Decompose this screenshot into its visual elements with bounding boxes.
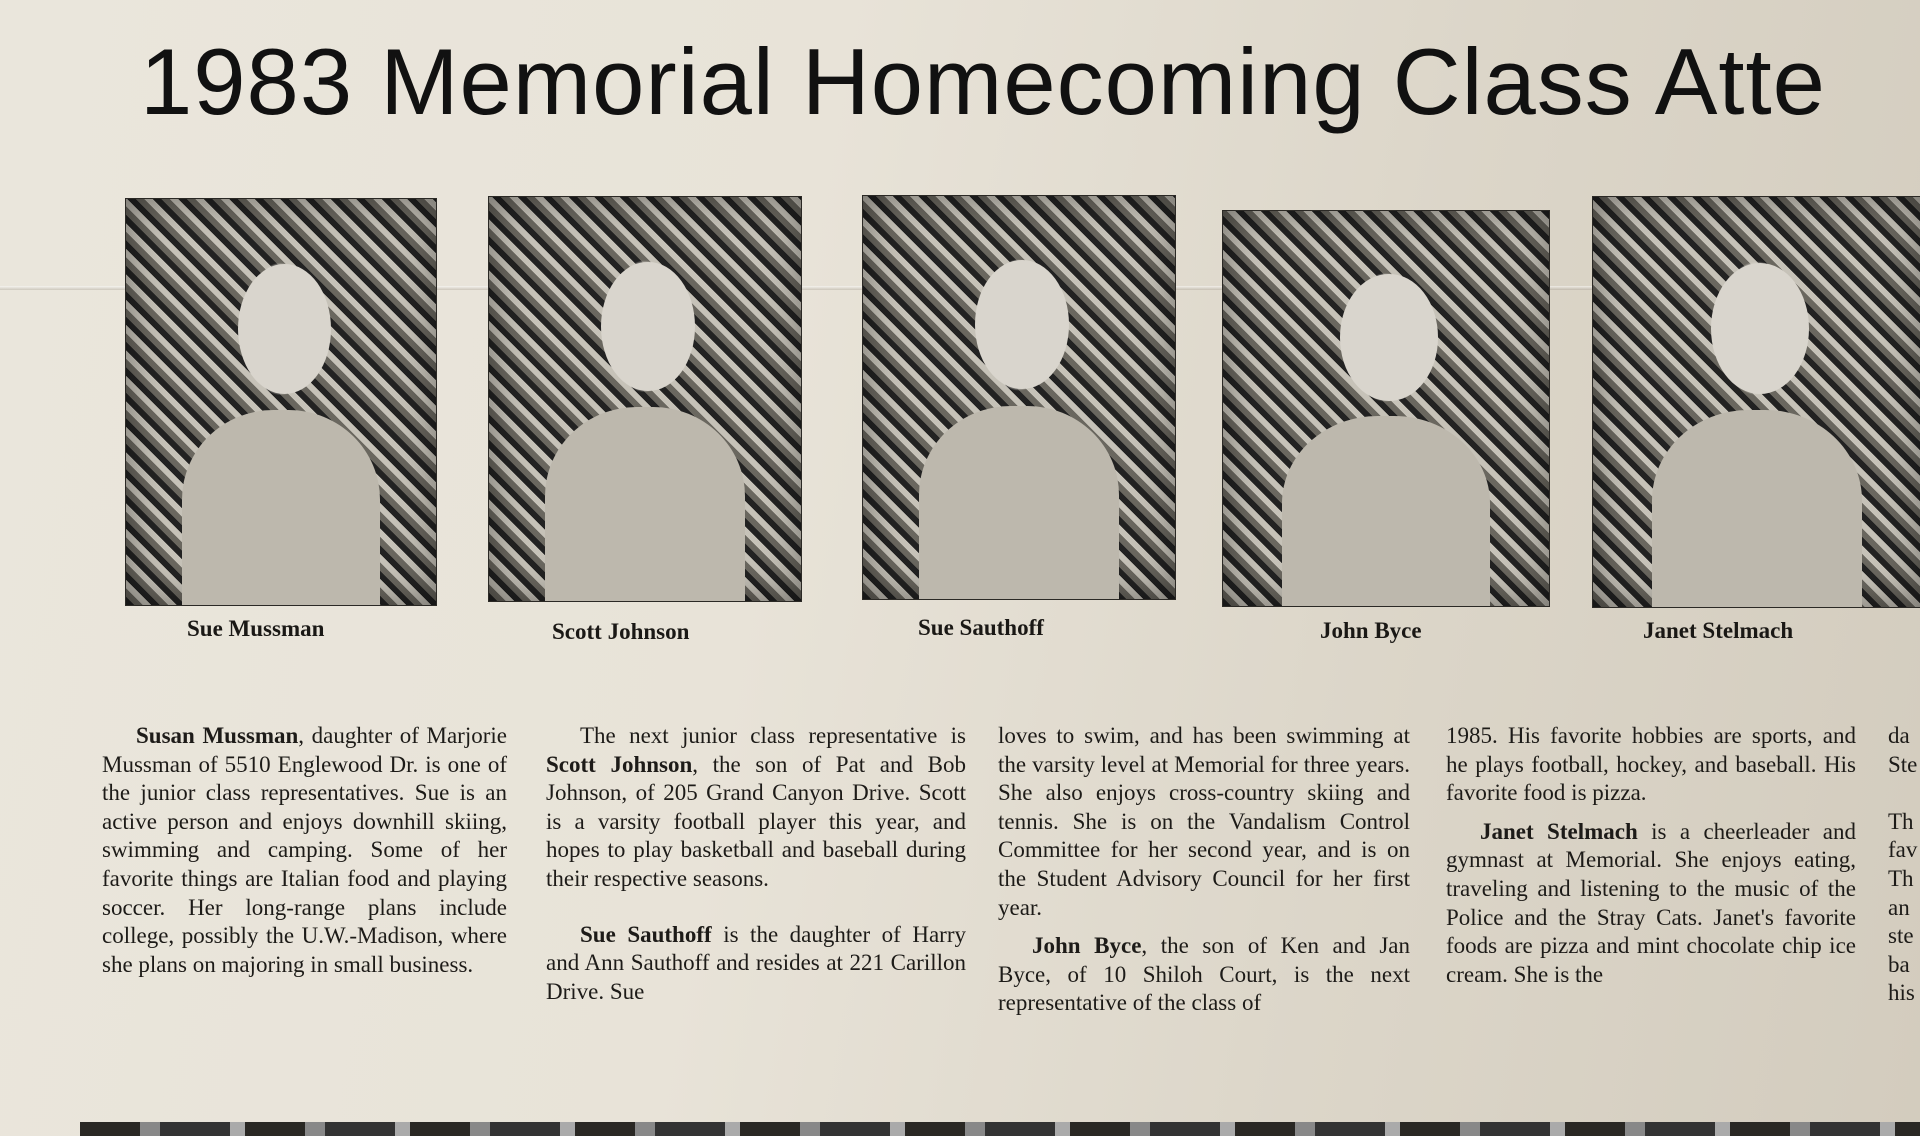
portrait-head xyxy=(1340,274,1438,400)
caption-sue-sauthoff: Sue Sauthoff xyxy=(918,615,1044,640)
caption-scott-johnson: Scott Johnson xyxy=(552,619,690,644)
paragraph-text: is a cheerleader and gymnast at Memorial. She enjoys eating, traveling and listening to the music of the Police and the Stray Cats. Janet's favorite foods are pizza and mint chocolate chip ice cream. She is the xyxy=(1446,818,1856,987)
text-fragment: his xyxy=(1888,980,1915,1006)
paragraph xyxy=(998,932,1410,1018)
portrait-body xyxy=(1652,410,1862,607)
article-column-3 xyxy=(998,722,1410,1018)
text-fragment: Th xyxy=(1888,808,1914,834)
paragraph xyxy=(1446,818,1856,990)
portrait-head xyxy=(238,264,331,394)
text-fragment: ba xyxy=(1888,951,1910,977)
photo-john-byce xyxy=(1222,210,1550,607)
next-row-photos-edge xyxy=(80,1122,1920,1136)
portrait-body xyxy=(545,407,745,601)
headline: 1983 Memorial Homecoming Class Atte xyxy=(140,29,1826,134)
portrait-head xyxy=(975,260,1069,389)
photo-janet-stelmach xyxy=(1592,196,1920,608)
article-column-2 xyxy=(546,722,966,1006)
paragraph-text: , the son of Ken and Jan Byce, of 10 Shiloh Court, is the next representative of the class of xyxy=(998,933,1410,1016)
article-column-5-cropped xyxy=(1888,722,1920,1008)
portrait-body xyxy=(919,406,1119,599)
paragraph-text: , daughter of Marjorie Mussman of 5510 Englewood Dr. is one of the junior class representatives. Sue is an active person and enjoys downhill skiing, swimming and camping. Some of her favorite things are Italian food and playing soccer. Her long-range plans include college, possibly the U.W.-Madison, where she plans on majoring in small business. xyxy=(102,723,507,977)
photo-sue-sauthoff xyxy=(862,195,1176,600)
text-fragment: da xyxy=(1888,723,1910,748)
portrait-body xyxy=(1282,416,1491,606)
bold-name: Sue Sauthoff xyxy=(580,921,712,947)
paragraph xyxy=(546,722,966,894)
text-fragment: an xyxy=(1888,894,1910,920)
portrait-head xyxy=(1711,263,1809,394)
text-fragment: Th xyxy=(1888,865,1914,891)
bold-name: Scott Johnson xyxy=(546,751,693,777)
text-fragment xyxy=(1888,779,1920,808)
paragraph-text: is the daughter of Harry and Ann Sauthoff and resides at 221 Carillon Drive. Sue xyxy=(546,921,966,1004)
caption-john-byce: John Byce xyxy=(1320,618,1422,643)
caption-janet-stelmach: Janet Stelmach xyxy=(1643,618,1794,643)
bold-name: John Byce xyxy=(1032,933,1142,959)
article-column-1 xyxy=(102,722,507,979)
paragraph xyxy=(546,921,966,1007)
portrait-body xyxy=(182,410,380,605)
text-fragment: fav xyxy=(1888,837,1918,863)
text-fragment: Ste xyxy=(1888,751,1918,777)
portrait-head xyxy=(601,262,695,391)
caption-sue-mussman: Sue Mussman xyxy=(187,616,325,641)
text-fragment: ste xyxy=(1888,923,1914,949)
bold-name: Janet Stelmach xyxy=(1480,818,1638,844)
bold-name: Susan Mussman xyxy=(136,723,299,748)
paragraph: loves to swim, and has been swimming at the varsity level at Memorial for three years. She also enjoys cross-country skiing and tennis. She is on the Vandalism Control Committee for her second year, and is on the Student Advisory Council for her first year. xyxy=(998,723,1410,920)
paragraph xyxy=(102,722,507,979)
paragraph: 1985. His favorite hobbies are sports, and he plays football, hockey, and baseball. His favorite food is pizza. xyxy=(1446,723,1856,806)
article-column-4 xyxy=(1446,722,1856,989)
photo-scott-johnson xyxy=(488,196,802,602)
photo-sue-mussman xyxy=(125,198,437,606)
paragraph-text: The next junior class representative is xyxy=(580,723,966,748)
paragraph-text: , the son of Pat and Bob Johnson, of 205 Grand Canyon Drive. Scott is a varsity football player this year, and hopes to play basketball and baseball during their respective seasons. xyxy=(546,751,966,891)
